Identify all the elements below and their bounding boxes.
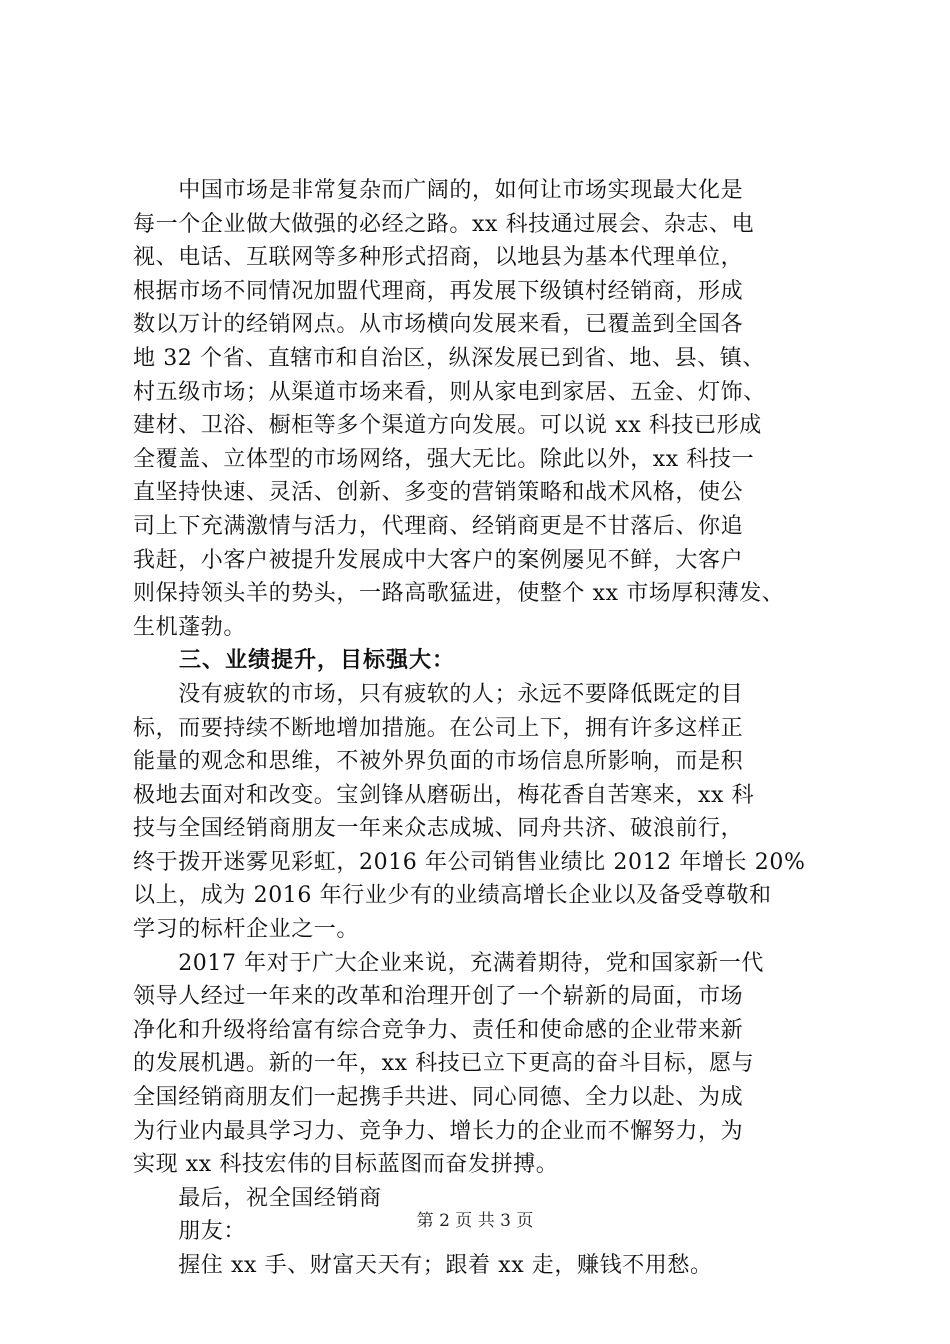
body-line: 握住 xx 手、财富天天有；跟着 xx 走，赚钱不用愁。 [133,1253,713,1278]
body-line: 最后，祝全国经销商 [133,1185,382,1211]
section-heading: 三、业绩提升，目标强大： [133,648,456,674]
body-line: 的发展机遇。新的一年，xx 科技已立下更高的奋斗目标，愿与 [133,1051,755,1077]
body-line: 地 32 个省、直辖市和自治区，纵深发展已到省、地、县、镇、 [133,345,765,371]
body-line: 每一个企业做大做强的必经之路。xx 科技通过展会、杂志、电 [133,211,755,237]
body-line: 没有疲软的市场，只有疲软的人；永远不要降低既定的目 [133,681,744,707]
body-line: 中国市场是非常复杂而广阔的，如何让市场实现最大化是 [133,178,744,203]
body-line: 以上，成为 2016 年行业少有的业绩高增长企业以及备受尊敬和 [133,883,772,909]
body-line: 标，而要持续不断地增加措施。在公司上下，拥有许多这样正 [133,715,744,741]
body-line: 则保持领头羊的势头，一路高歌猛进，使整个 xx 市场厚积薄发、 [133,581,785,607]
body-line: 终于拨开迷雾见彩虹，2016 年公司销售业绩比 2012 年增长 20% [133,849,806,875]
body-line: 极地去面对和改变。宝剑锋从磨砺出，梅花香自苦寒来，xx 科 [133,782,755,808]
body-line: 净化和升级将给富有综合竞争力、责任和使命感的企业带来新 [133,1017,744,1043]
body-line: 全国经销商朋友们一起携手共进、同心同德、全力以赴、为成 [133,1085,744,1111]
document-body [133,174,823,1283]
body-line: 技与全国经销商朋友一年来众志成城、同舟共济、破浪前行， [133,816,744,842]
page-number-footer: 第 2 页 共 3 页 [416,1211,534,1231]
body-line: 我赶，小客户被提升发展成中大客户的案例屡见不鲜，大客户 [133,547,744,573]
body-line: 全覆盖、立体型的市场网络，强大无比。除此以外，xx 科技一 [133,446,755,472]
body-line: 能量的观念和思维，不被外界负面的市场信息所影响，而是积 [133,749,744,775]
body-line: 生机蓬勃。 [133,614,247,640]
body-line: 视、电话、互联网等多种形式招商，以地县为基本代理单位， [133,245,744,271]
body-line: 实现 xx 科技宏伟的目标蓝图而奋发拼搏。 [133,1152,559,1178]
body-line: 学习的标杆企业之一。 [133,917,360,943]
body-line: 直坚持快速、灵活、创新、多变的营销策略和战术风格，使公 [133,480,744,506]
body-line: 建材、卫浴、橱柜等多个渠道方向发展。可以说 xx 科技已形成 [133,413,762,439]
body-line: 2017 年对于广大企业来说，充满着期待，党和国家新一代 [133,950,764,976]
body-line: 为行业内最具学习力、竞争力、增长力的企业而不懈努力，为 [133,1118,744,1144]
body-line: 村五级市场；从渠道市场来看，则从家电到家居、五金、灯饰、 [133,379,766,405]
body-line: 根据市场不同情况加盟代理商，再发展下级镇村经销商，形成 [133,278,744,304]
body-line: 领导人经过一年来的改革和治理开创了一个崭新的局面，市场 [133,984,744,1010]
body-line: 朋友： [133,1219,247,1245]
body-line: 司上下充满激情与活力，代理商、经销商更是不甘落后、你追 [133,513,744,539]
body-line: 数以万计的经销网点。从市场横向发展来看，已覆盖到全国各 [133,312,744,338]
